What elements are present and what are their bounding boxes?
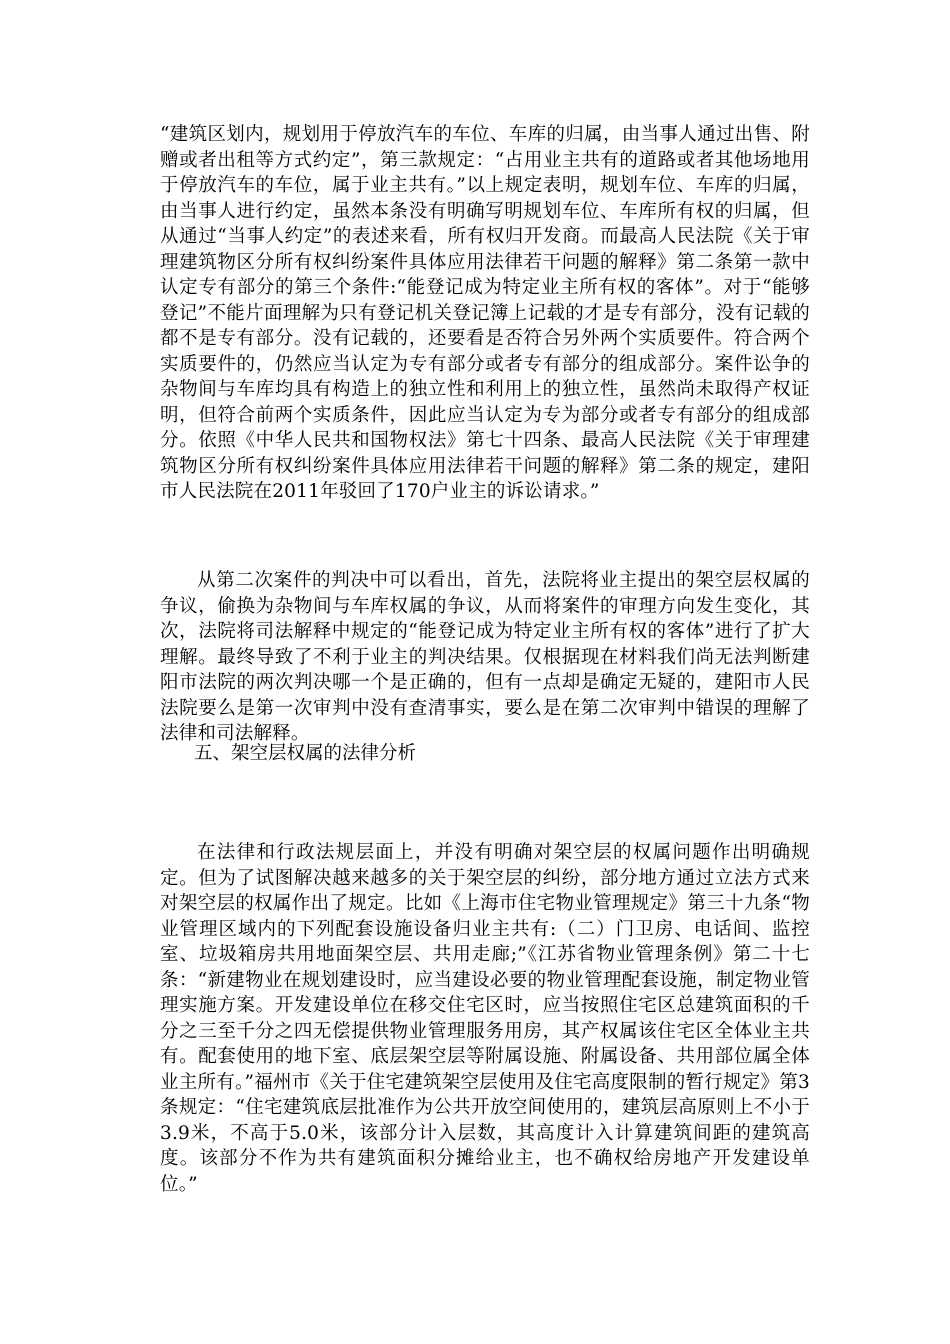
paragraph-court-ruling-quote: “建筑区划内，规划用于停放汽车的车位、车库的归属，由当事人通过出售、附赠或者出租等方式约定”，第三款规定：“占用业主共有的道路或者其他场地用于停放汽车的车位，属于业主共有。”以上规定表明，规划车位、车库的归属，由当事人进行约定，虽然本条没有明确写明规划车位、车库所有权的归属，但从通过“当事人约定”的表述来看，所有权归开发商。而最高人民法院《关于审理建筑物区分所有权纠纷案件具体应用法律若干问题的解释》第二条第一款中认定专有部分的第三个条件:“能登记成为特定业主所有权的客体”。对于“能够登记”不能片面理解为只有登记机关登记簿上记载的才是专有部分，没有记载的都不是专有部分。没有记载的，还要看是否符合另外两个实质要件。符合两个实质要件的，仍然应当认定为专有部分或者专有部分的组成部分。案件讼争的杂物间与车库均具有构造上的独立性和利用上的独立性，虽然尚未取得产权证明，但符合前两个实质条件，因此应当认定为专为部分或者专有部分的组成部分。依照《中华人民共和国物权法》第七十四条、最高人民法院《关于审理建筑物区分所有权纠纷案件具体应用法律若干问题的解释》第二条的规定，建阳市人民法院在2011年驳回了170户业主的诉讼请求。” <box>160 124 810 502</box>
paragraph-legal-analysis: 在法律和行政法规层面上，并没有明确对架空层的权属问题作出明确规定。但为了试图解决越来越多的关于架空层的纠纷，部分地方通过立法方式来对架空层的权属作出了规定。比如《上海市住宅物业管理规定》第三十九条“物业管理区域内的下列配套设施设备归业主共有:（二）门卫房、电话间、监控室、垃圾箱房共用地面架空层、共用走廊;”《江苏省物业管理条例》第二十七条：“新建物业在规划建设时，应当建设必要的物业管理配套设施，制定物业管理实施方案。开发建设单位在移交住宅区时，应当按照住宅区总建筑面积的千分之三至千分之四无偿提供物业管理服务用房，其产权属该住宅区全体业主共有。配套使用的地下室、底层架空层等附属设施、附属设备、共用部位属全体业主所有。”福州市《关于住宅建筑架空层使用及住宅高度限制的暂行规定》第3条规定：“住宅建筑底层批准作为公共开放空间使用的，建筑层高原则上不小于3.9米，不高于5.0米，该部分计入层数，其高度计入计算建筑间距的建筑高度。该部分不作为共有建筑面积分摊给业主，也不确权给房地产开发建设单位。” <box>160 842 810 1195</box>
section-heading: 五、架空层权属的法律分析 <box>194 743 417 764</box>
paragraph-judgment-analysis: 从第二次案件的判决中可以看出，首先，法院将业主提出的架空层权属的争议，偷换为杂物间与车库权属的争议，从而将案件的审理方向发生变化，其次，法院将司法解释中规定的“能登记成为特定业主所有权的客体”进行了扩大理解。最终导致了不利于业主的判决结果。仅根据现在材料我们尚无法判断建阳市法院的两次判决哪一个是正确的，但有一点却是确定无疑的，建阳市人民法院要么是第一次审判中没有查清事实，要么是在第二次审判中错误的理解了法律和司法解释。 <box>160 570 810 744</box>
